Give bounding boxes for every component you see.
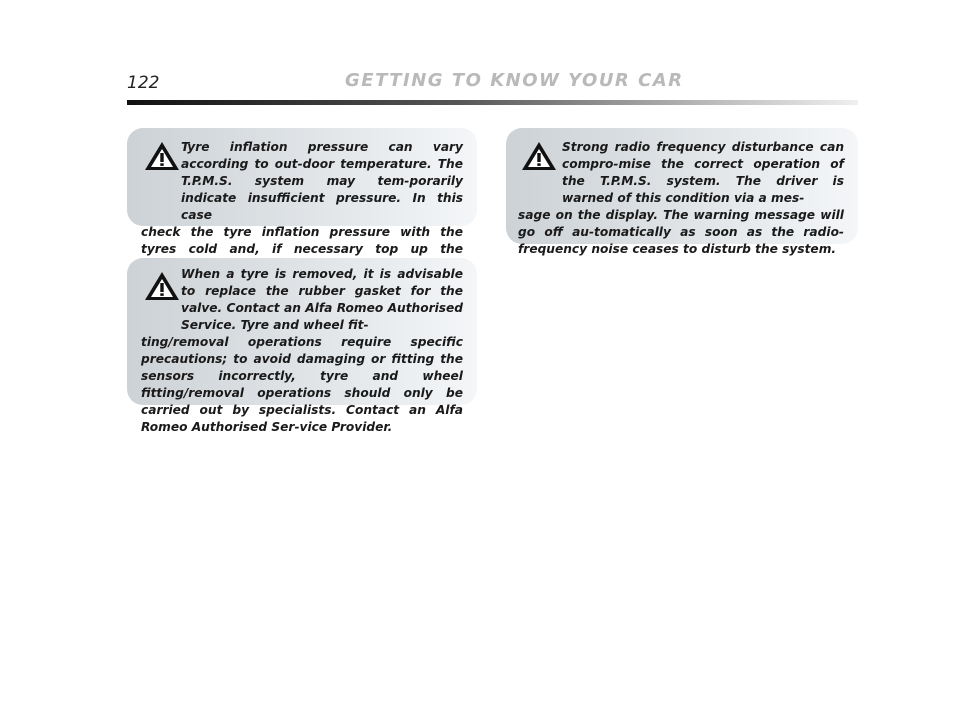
warning-note-tyre-pressure [127,128,477,256]
note-text: ting/removal operations require specific precautions; to avoid damaging or fitting the sensors incorrectly, tyre and wheel fitting/removal operations should only be carried out by specialists. Contact an Alfa Romeo Authorised Ser-vice Provider. [141,335,463,434]
note-text-lead: When a tyre is removed, it is advisable to replace the rubber gasket for the valve. Contact an Alfa Romeo Authorised Service. Tyre and wheel fit- [181,267,463,332]
section-title: GETTING TO KNOW YOUR CAR [345,70,684,91]
header-rule [127,100,858,105]
note-text: check the tyre inflation pressure with the tyres cold and, if necessary top up the [141,225,463,256]
warning-note-tyre-removal [127,258,477,434]
note-text: sage on the display. The warning message will go off au-tomatically as soon as the radio-frequency noise ceases to disturb the system. [518,208,844,256]
page-number: 122 [127,73,160,93]
warning-note-radio-frequency [506,128,858,256]
note-text-lead: Tyre inflation pressure can vary according to out-door temperature. The T.P.M.S. system may tem-porarily indicate insufficient pressure. In this case [181,140,463,222]
note-text-lead: Strong radio frequency disturbance can compro-mise the correct operation of the T.P.M.S. system. The driver is warned of this condition via a mes- [562,140,844,205]
